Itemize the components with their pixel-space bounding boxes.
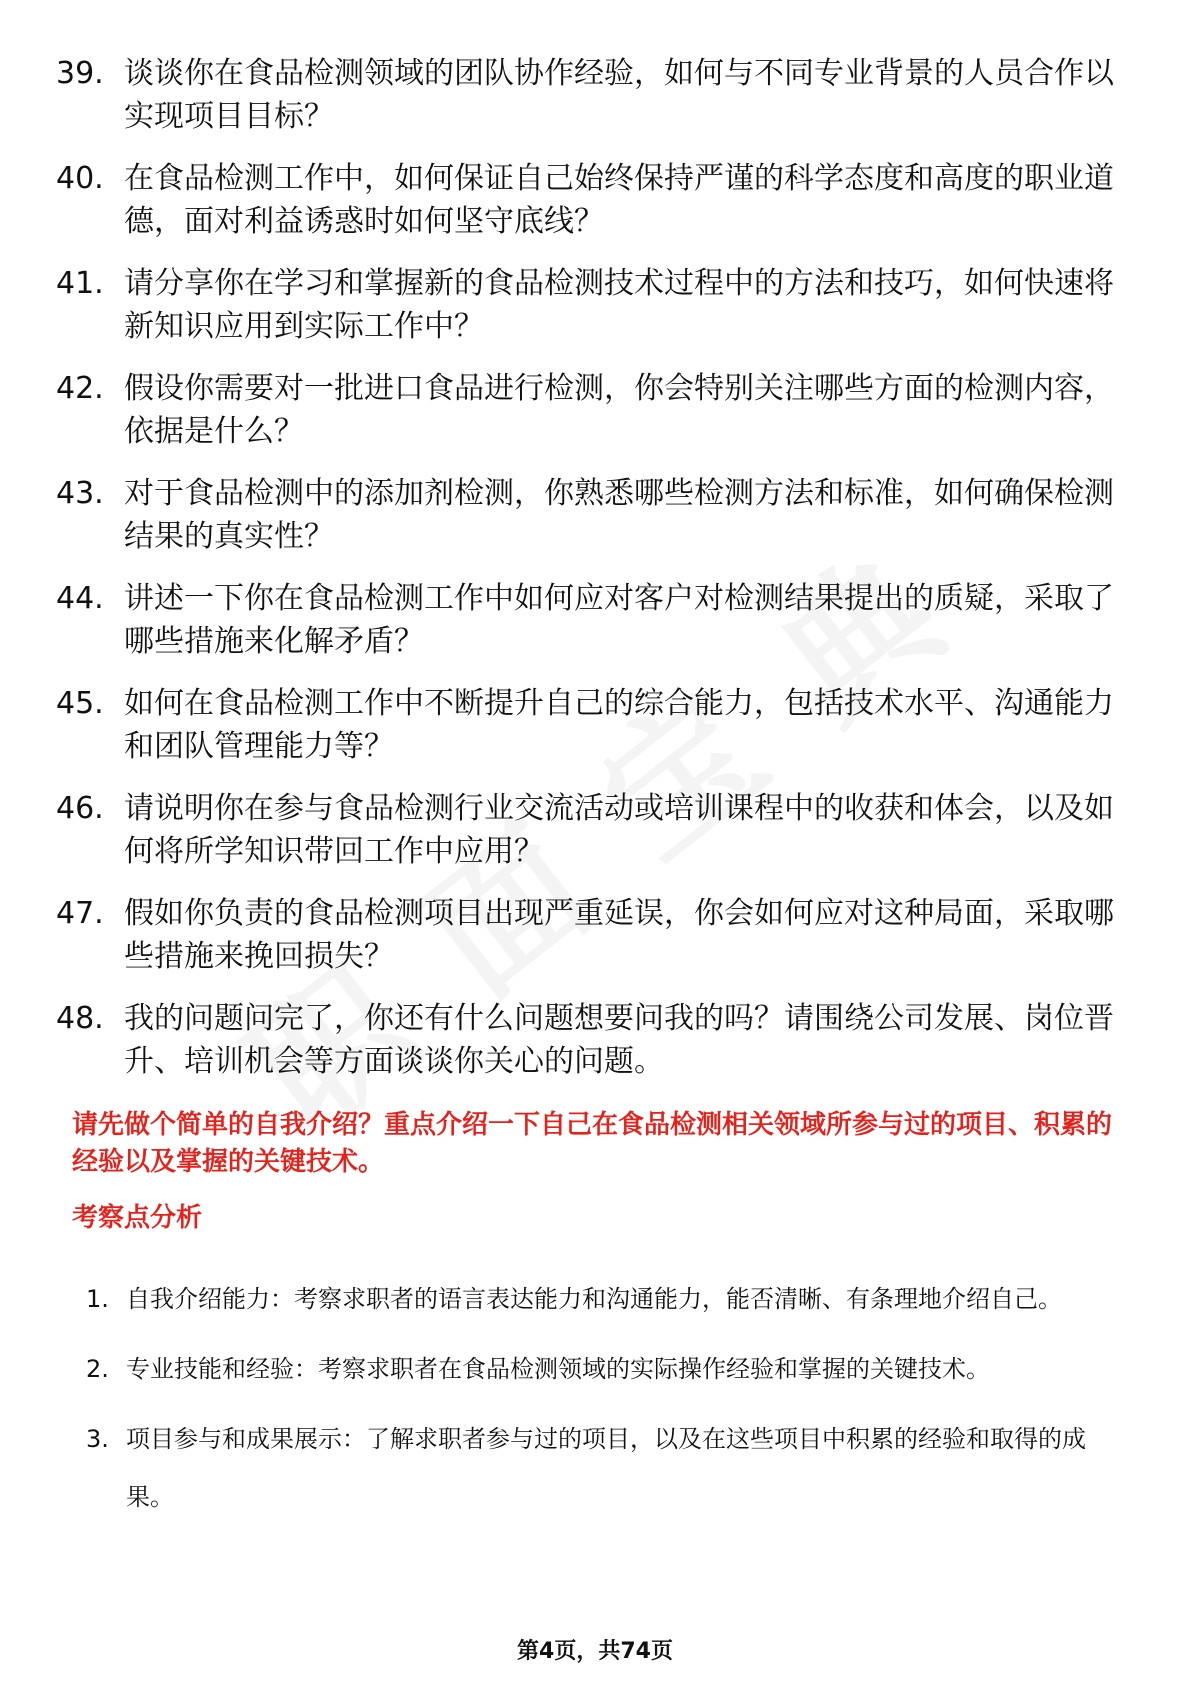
list-item	[56, 262, 1136, 348]
list-item	[56, 577, 1136, 663]
question-text: 在食品检测工作中，如何保证自己始终保持严谨的科学态度和高度的职业道德，面对利益诱惑时如何坚守底线？	[124, 161, 1114, 239]
question-text: 假如你负责的食品检测项目出现严重延误，你会如何应对这种局面，采取哪些措施来挽回损失？	[124, 896, 1114, 974]
analysis-number: 1.	[86, 1285, 109, 1313]
analysis-text: 自我介绍能力：考察求职者的语言表达能力和沟通能力，能否清晰、有条理地介绍自己。	[126, 1285, 1062, 1313]
list-item	[56, 472, 1136, 558]
question-number: 41.	[56, 266, 104, 301]
analysis-number: 2.	[86, 1355, 109, 1383]
question-number: 48.	[56, 1001, 104, 1036]
question-number: 40.	[56, 161, 104, 196]
question-text: 我的问题问完了，你还有什么问题想要问我的吗？请围绕公司发展、岗位晋升、培训机会等方面谈谈你关心的问题。	[124, 1001, 1114, 1079]
analysis-text: 项目参与和成果展示：了解求职者参与过的项目，以及在这些项目中积累的经验和取得的成果。	[126, 1425, 1086, 1511]
question-number: 47.	[56, 896, 104, 931]
list-item	[86, 1410, 1126, 1526]
list-item	[56, 787, 1136, 873]
question-text: 对于食品检测中的添加剂检测，你熟悉哪些检测方法和标准，如何确保检测结果的真实性？	[124, 476, 1114, 554]
question-number: 46.	[56, 791, 104, 826]
list-item	[56, 997, 1136, 1083]
list-item	[86, 1270, 1126, 1328]
list-item	[56, 892, 1136, 978]
analysis-number: 3.	[86, 1425, 109, 1453]
question-text: 请说明你在参与食品检测行业交流活动或培训课程中的收获和体会，以及如何将所学知识带回工作中应用？	[124, 791, 1114, 869]
list-item	[86, 1340, 1126, 1398]
analysis-heading: 考察点分析	[72, 1203, 203, 1233]
question-text: 假设你需要对一批进口食品进行检测，你会特别关注哪些方面的检测内容，依据是什么？	[124, 371, 1114, 449]
question-text: 谈谈你在食品检测领域的团队协作经验，如何与不同专业背景的人员合作以实现项目目标？	[124, 56, 1114, 134]
list-item	[56, 52, 1136, 138]
question-number: 39.	[56, 56, 104, 91]
question-number: 42.	[56, 371, 104, 406]
list-item	[56, 367, 1136, 453]
analysis-text: 专业技能和经验：考察求职者在食品检测领域的实际操作经验和掌握的关键技术。	[126, 1355, 990, 1383]
question-number: 43.	[56, 476, 104, 511]
highlighted-question: 请先做个简单的自我介绍？重点介绍一下自己在食品检测相关领域所参与过的项目、积累的经验以及掌握的关键技术。	[72, 1110, 1113, 1177]
question-list	[56, 52, 1136, 1102]
analysis-list	[86, 1270, 1126, 1538]
list-item	[56, 157, 1136, 243]
list-item	[56, 682, 1136, 768]
question-number: 45.	[56, 686, 104, 721]
page-footer: 第4页，共74页	[517, 1639, 673, 1664]
question-number: 44.	[56, 581, 104, 616]
question-text: 讲述一下你在食品检测工作中如何应对客户对检测结果提出的质疑，采取了哪些措施来化解矛盾？	[124, 581, 1114, 659]
question-text: 如何在食品检测工作中不断提升自己的综合能力，包括技术水平、沟通能力和团队管理能力等？	[124, 686, 1114, 764]
question-text: 请分享你在学习和掌握新的食品检测技术过程中的方法和技巧，如何快速将新知识应用到实际工作中？	[124, 266, 1114, 344]
